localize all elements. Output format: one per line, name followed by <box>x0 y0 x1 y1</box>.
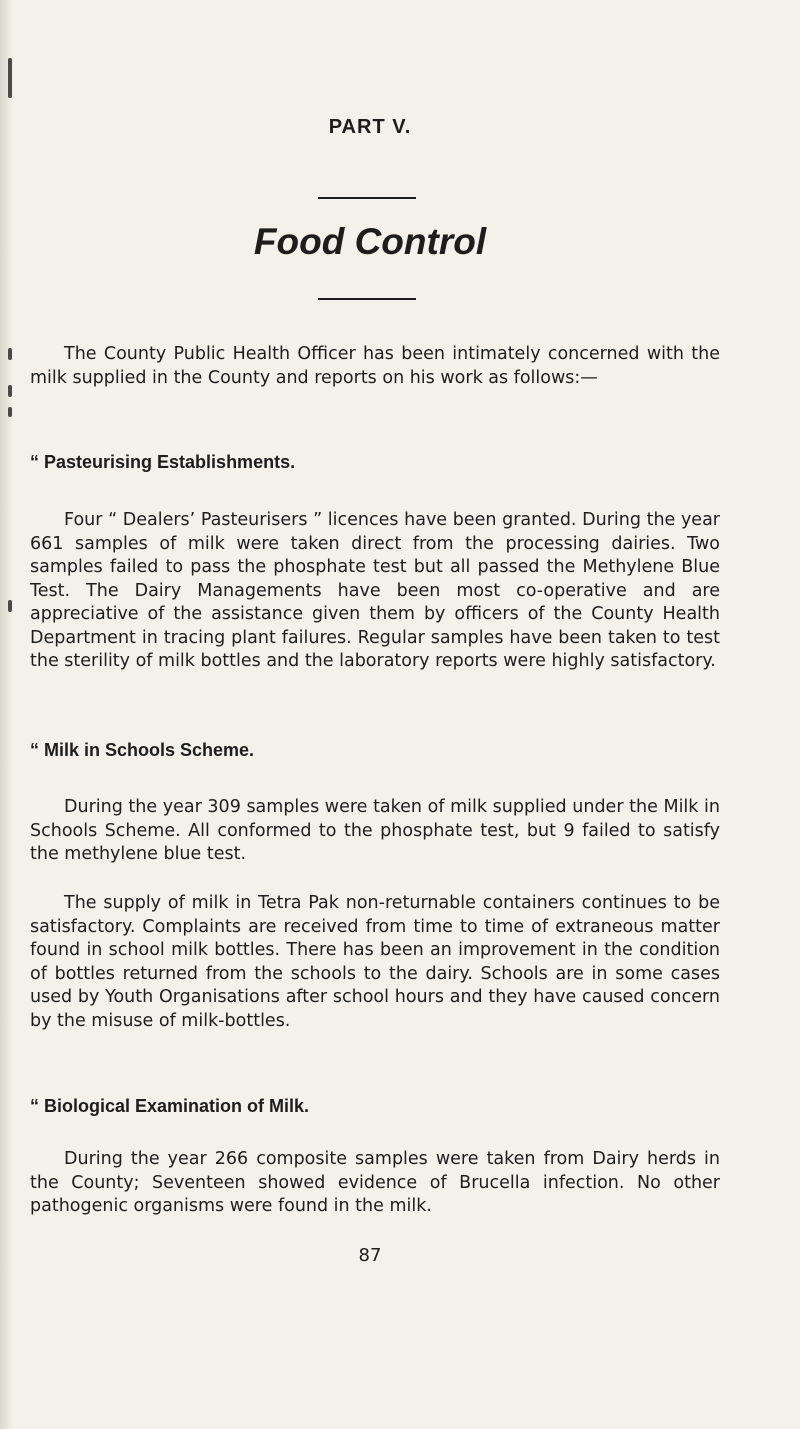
section-heading-biological-examination: “ Biological Examination of Milk. <box>30 1096 310 1116</box>
section-body-milk-in-schools-2 <box>30 892 720 1033</box>
section-body-milk-in-schools-1 <box>30 796 720 867</box>
paragraph: During the year 309 samples were taken of milk supplied under the Milk in Schools Scheme. All conformed to the phosphate test, but 9 failed to satisfy the methylene blue test. <box>30 797 720 864</box>
part-heading: PART V. <box>328 116 412 138</box>
section-heading-pasteurising: “ Pasteurising Establishments. <box>30 452 296 472</box>
page-number: 87 <box>358 1245 382 1266</box>
paragraph: Four “ Dealers’ Pasteurisers ” licences have been granted. During the year 661 samples of milk were taken direct from the processing dairies. Two samples failed to pass the phosphate test but all passed the Methylene Blue Test. The Dairy Managements have been most co-operative and are appreciative of the assistance given them by officers of the County Health Department in tracing plant failures. Regular samples have been taken to test the sterility of milk bottles and the laboratory reports were highly satisfactory. <box>30 510 720 671</box>
intro-paragraph: The County Public Health Officer has been intimately concerned with the milk supplied in the County and reports on his work as follows:— <box>30 344 720 388</box>
title-rule-top <box>318 197 416 199</box>
intro-paragraph-block <box>30 343 720 390</box>
section-heading-milk-in-schools: “ Milk in Schools Scheme. <box>30 740 255 760</box>
paragraph: The supply of milk in Tetra Pak non-returnable containers continues to be satisfactory. Complaints are received from time to time of extraneous matter found in school milk bottles. There has been an improvement in the condition of bottles returned from the schools to the dairy. Schools are in some cases used by Youth Organisations after school hours and they have caused concern by the misuse of milk-bottles. <box>30 893 720 1031</box>
section-body-biological-examination <box>30 1148 720 1219</box>
page-title: Food Control <box>253 221 487 262</box>
title-rule-bottom <box>318 298 416 300</box>
paragraph: During the year 266 composite samples were taken from Dairy herds in the County; Seventeen showed evidence of Brucella infection. No other pathogenic organisms were found in the milk. <box>30 1149 720 1216</box>
section-body-pasteurising <box>30 509 720 674</box>
